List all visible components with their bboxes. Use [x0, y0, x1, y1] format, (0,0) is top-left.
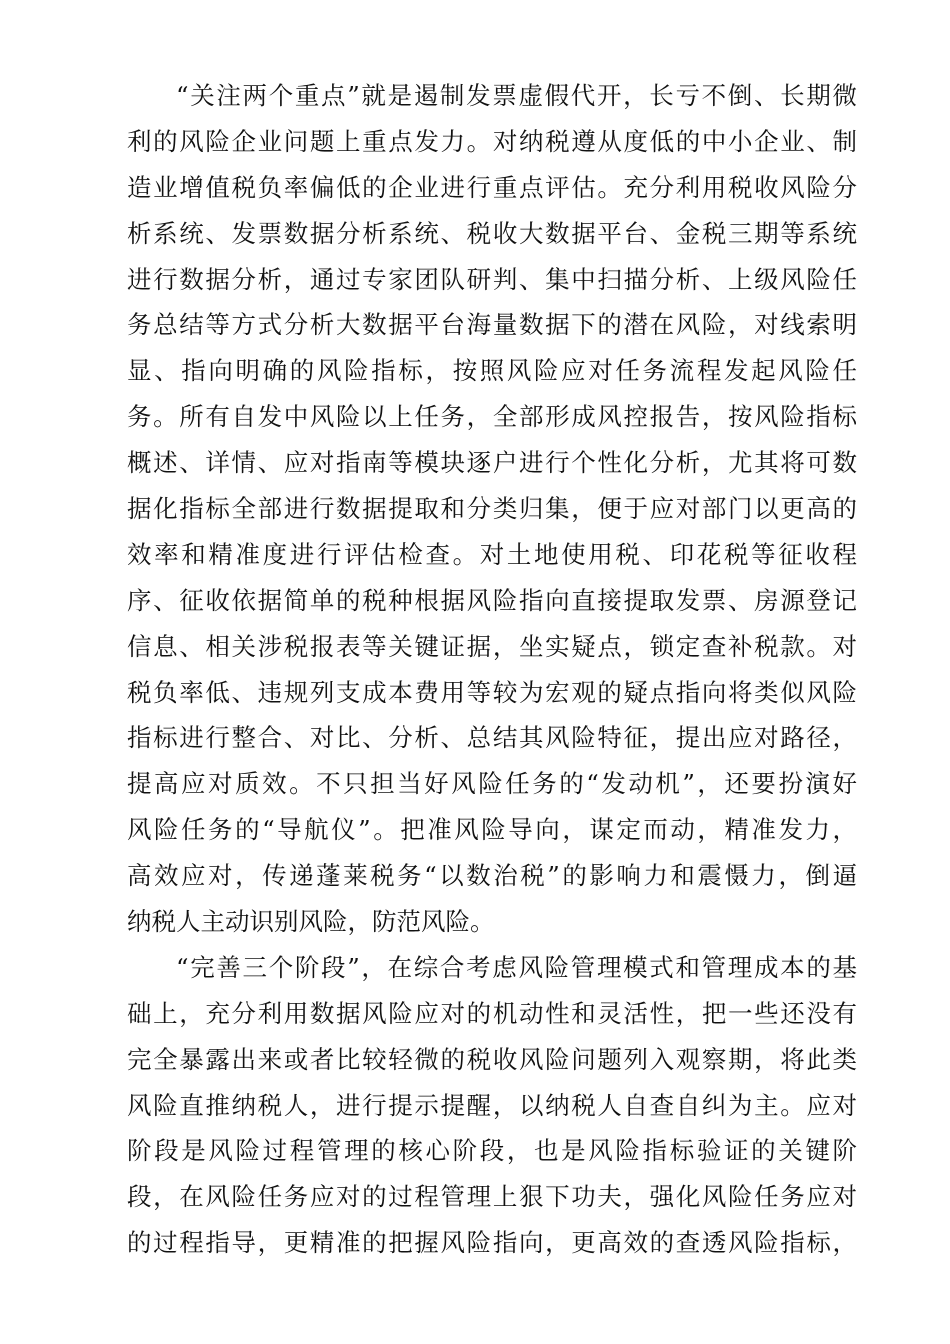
- text-line: 序、征收依据简单的税种根据风险指向直接提取发票、房源登记: [127, 585, 857, 615]
- paragraph-three-stages: [127, 945, 857, 1266]
- paragraph-key-points: [127, 73, 857, 945]
- text-line: 概述、详情、应对指南等模块逐户进行个性化分析，尤其将可数: [127, 448, 857, 478]
- text-line: 造业增值税负率偏低的企业进行重点评估。充分利用税收风险分: [127, 172, 857, 202]
- text-line: 效率和精准度进行评估检查。对土地使用税、印花税等征收程: [127, 539, 857, 569]
- text-line: 指标进行整合、对比、分析、总结其风险特征，提出应对路径，: [127, 723, 857, 753]
- text-line: 础上，充分利用数据风险应对的机动性和灵活性，把一些还没有: [127, 998, 857, 1028]
- text-line: 纳税人主动识别风险，防范风险。: [127, 907, 495, 937]
- text-line: 利的风险企业问题上重点发力。对纳税遵从度低的中小企业、制: [127, 126, 857, 156]
- text-line: 信息、相关涉税报表等关键证据，坐实疑点，锁定查补税款。对: [127, 631, 857, 661]
- text-line: 的过程指导，更精准的把握风险指向，更高效的查透风险指标，: [127, 1228, 857, 1258]
- text-line: “关注两个重点”就是遏制发票虚假代开，长亏不倒、长期微: [176, 81, 857, 110]
- text-line: “完善三个阶段”，在综合考虑风险管理模式和管理成本的基: [176, 952, 857, 982]
- text-line: 务。所有自发中风险以上任务，全部形成风控报告，按风险指标: [127, 402, 857, 432]
- text-line: 风险直推纳税人，进行提示提醒，以纳税人自查自纠为主。应对: [127, 1090, 857, 1120]
- text-line: 提高应对质效。不只担当好风险任务的“发动机”，还要扮演好: [127, 769, 857, 799]
- text-line: 显、指向明确的风险指标，按照风险应对任务流程发起风险任: [127, 356, 857, 386]
- document-body: [127, 73, 857, 1266]
- text-line: 高效应对，传递蓬莱税务“以数治税”的影响力和震慑力，倒逼: [127, 861, 857, 891]
- text-line: 阶段是风险过程管理的核心阶段，也是风险指标验证的关键阶: [127, 1136, 857, 1166]
- text-line: 析系统、发票数据分析系统、税收大数据平台、金税三期等系统: [127, 218, 857, 248]
- text-line: 段，在风险任务应对的过程管理上狠下功夫，强化风险任务应对: [127, 1182, 857, 1212]
- text-line: 完全暴露出来或者比较轻微的税收风险问题列入观察期，将此类: [127, 1044, 857, 1074]
- text-line: 税负率低、违规列支成本费用等较为宏观的疑点指向将类似风险: [127, 677, 857, 707]
- text-line: 进行数据分析，通过专家团队研判、集中扫描分析、上级风险任: [127, 264, 857, 294]
- text-line: 务总结等方式分析大数据平台海量数据下的潜在风险，对线索明: [127, 310, 857, 340]
- text-line: 风险任务的“导航仪”。把准风险导向，谋定而动，精准发力，: [127, 815, 857, 845]
- text-line: 据化指标全部进行数据提取和分类归集，便于应对部门以更高的: [127, 494, 857, 524]
